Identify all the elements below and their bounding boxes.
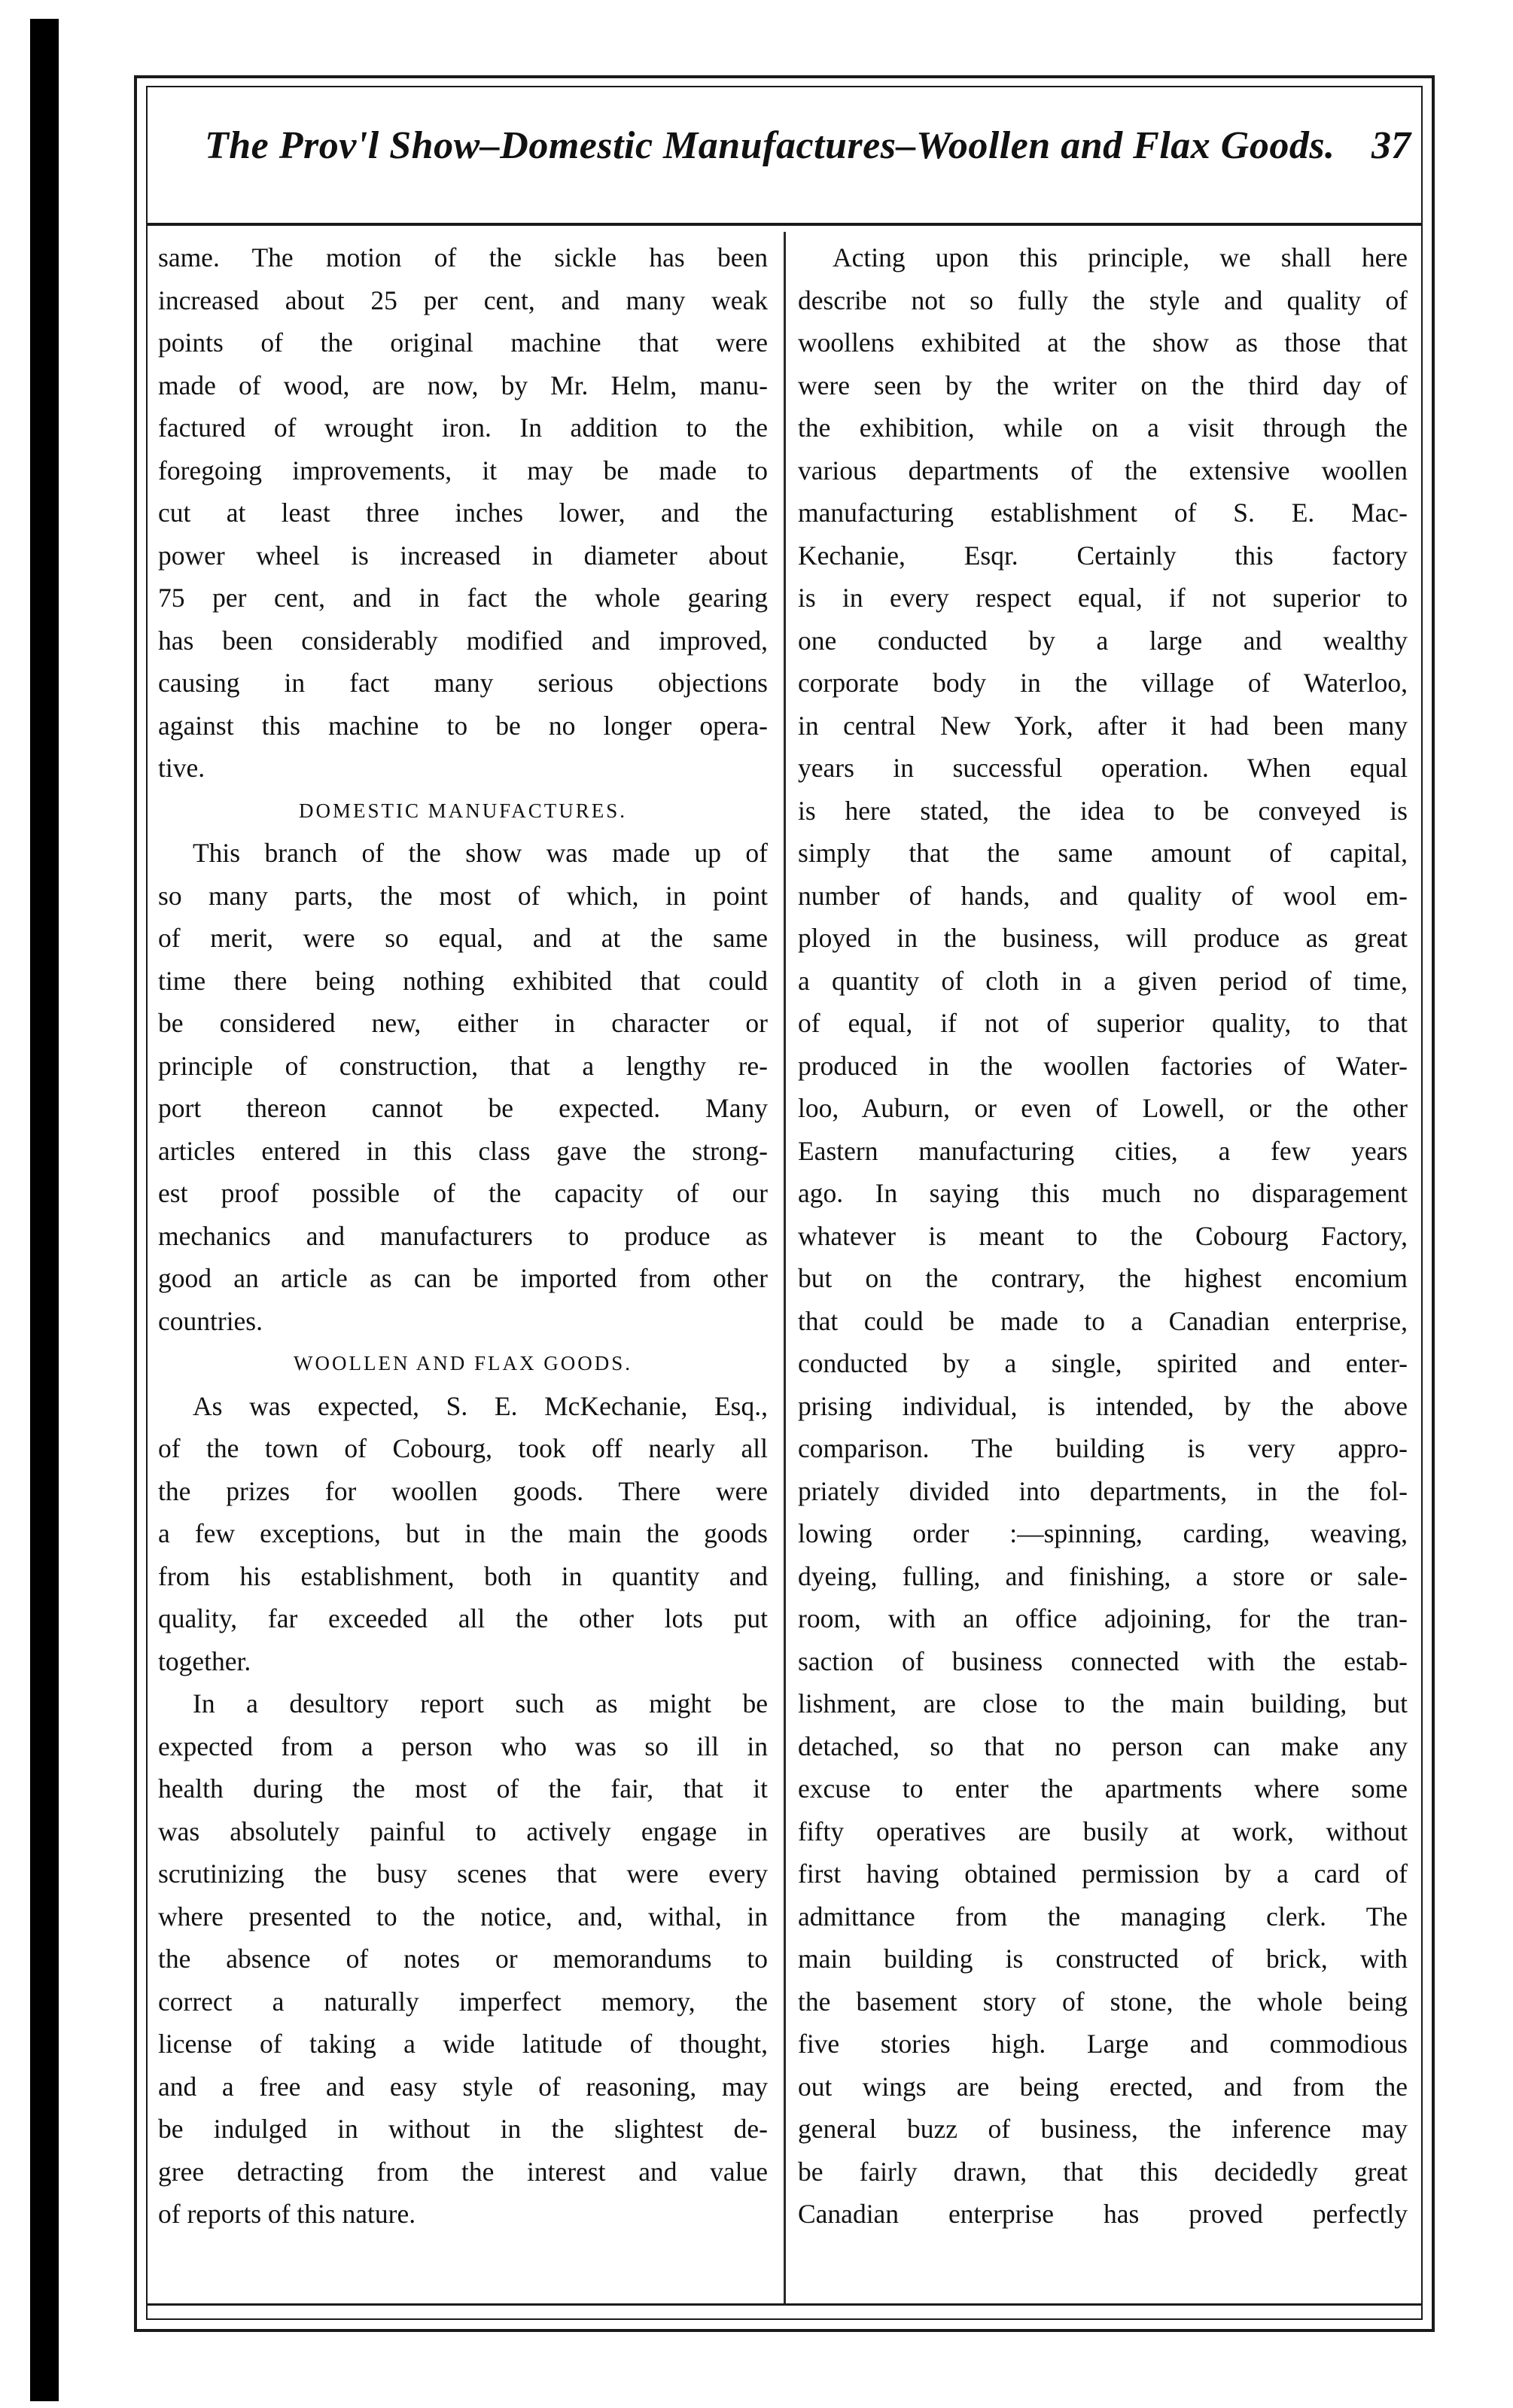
text-line: from his establishment, both in quantity and <box>158 1560 768 1591</box>
text-line: was absolutely painful to actively engage in <box>158 1816 768 1846</box>
text-line: describe not so fully the style and quality of <box>798 285 1408 315</box>
text-line: saction of business connected with the estab- <box>798 1645 1408 1676</box>
text-line: is here stated, the idea to be conveyed is <box>798 795 1408 826</box>
text-line: the prizes for woollen goods. There were <box>158 1475 768 1506</box>
text-line: general buzz of business, the inference may <box>798 2114 1408 2144</box>
left-para-3 <box>158 1385 768 1683</box>
text-line: points of the original machine that were <box>158 327 768 358</box>
text-line: lowing order :—spinning, carding, weaving, <box>798 1518 1408 1548</box>
text-line: same. The motion of the sickle has been <box>158 242 768 272</box>
text-line: of merit, were so equal, and at the same <box>158 923 768 953</box>
text-line: dyeing, fulling, and finishing, a store or sale- <box>798 1560 1408 1591</box>
text-line: port thereon cannot be expected. Many <box>158 1093 768 1123</box>
column-divider <box>784 232 786 2303</box>
header-rule <box>148 223 1423 226</box>
text-line: has been considerably modified and improved, <box>158 625 768 656</box>
text-line: conducted by a single, spirited and enter- <box>798 1348 1408 1378</box>
binding-edge <box>30 19 59 2401</box>
text-line: In a desultory report such as might be <box>193 1688 768 1718</box>
text-line: admittance from the managing clerk. The <box>798 1901 1408 1932</box>
footer-rule <box>148 2303 1423 2306</box>
text-line: five stories high. Large and commodious <box>798 2029 1408 2059</box>
text-line: This branch of the show was made up of <box>193 838 768 868</box>
text-line: tive. <box>158 753 205 783</box>
text-line: time there being nothing exhibited that could <box>158 965 768 996</box>
text-line: priately divided into departments, in the fol- <box>798 1475 1408 1506</box>
text-line: room, with an office adjoining, for the tran- <box>798 1603 1408 1633</box>
text-line: comparison. The building is very appro- <box>798 1433 1408 1463</box>
text-line: number of hands, and quality of wool em- <box>798 880 1408 911</box>
left-para-1 <box>158 236 768 790</box>
text-line: various departments of the extensive woollen <box>798 455 1408 486</box>
text-line: of the town of Cobourg, took off nearly all <box>158 1433 768 1463</box>
text-line: prising individual, is intended, by the above <box>798 1390 1408 1421</box>
text-line: the basement story of stone, the whole being <box>798 1986 1408 2017</box>
section-heading-domestic-manufactures: DOMESTIC MANUFACTURES. <box>298 799 628 822</box>
text-line: is in every respect equal, if not superior to <box>798 583 1408 613</box>
text-line: in central New York, after it had been many <box>798 710 1408 741</box>
text-line: made of wood, are now, by Mr. Helm, manu- <box>158 370 768 400</box>
text-line: Canadian enterprise has proved perfectly <box>798 2199 1408 2229</box>
text-line: excuse to enter the apartments where some <box>798 1773 1408 1804</box>
text-line: one conducted by a large and wealthy <box>798 625 1408 656</box>
text-line: mechanics and manufacturers to produce as <box>158 1220 768 1251</box>
text-line: increased about 25 per cent, and many weak <box>158 285 768 315</box>
text-line: simply that the same amount of capital, <box>798 838 1408 868</box>
text-line: gree detracting from the interest and value <box>158 2156 768 2187</box>
text-line: be fairly drawn, that this decidedly great <box>798 2156 1408 2187</box>
text-line: together. <box>158 1645 251 1676</box>
left-para-4 <box>158 1682 768 2236</box>
text-line: good an article as can be imported from other <box>158 1263 768 1293</box>
text-line: against this machine to be no longer opera- <box>158 710 768 741</box>
text-line: foregoing improvements, it may be made to <box>158 455 768 486</box>
text-line: lishment, are close to the main building, but <box>798 1688 1408 1718</box>
right-column <box>798 236 1408 2236</box>
text-line: cut at least three inches lower, and the <box>158 498 768 528</box>
text-line: principle of construction, that a lengthy re- <box>158 1050 768 1081</box>
text-line: license of taking a wide latitude of thought, <box>158 2029 768 2059</box>
text-line: first having obtained permission by a card of <box>798 1859 1408 1889</box>
text-line: corporate body in the village of Waterloo, <box>798 668 1408 698</box>
text-line: fifty operatives are busily at work, without <box>798 1816 1408 1846</box>
text-line: Kechanie, Esqr. Certainly this factory <box>798 540 1408 571</box>
text-line: health during the most of the fair, that it <box>158 1773 768 1804</box>
text-line: but on the contrary, the highest encomium <box>798 1263 1408 1293</box>
text-line: the absence of notes or memorandums to <box>158 1944 768 1974</box>
text-line: Eastern manufacturing cities, a few years <box>798 1135 1408 1166</box>
text-line: a few exceptions, but in the main the goods <box>158 1518 768 1548</box>
text-line: whatever is meant to the Cobourg Factory, <box>798 1220 1408 1251</box>
text-line: the exhibition, while on a visit through the <box>798 412 1408 443</box>
text-line: est proof possible of the capacity of our <box>158 1178 768 1208</box>
text-line: that could be made to a Canadian enterprise, <box>798 1305 1408 1336</box>
text-line: woollens exhibited at the show as those that <box>798 327 1408 358</box>
text-line: factured of wrought iron. In addition to the <box>158 412 768 443</box>
text-line: produced in the woollen factories of Water- <box>798 1050 1408 1081</box>
text-line: so many parts, the most of which, in point <box>158 880 768 911</box>
text-line: ago. In saying this much no disparagement <box>798 1178 1408 1208</box>
text-line: quality, far exceeded all the other lots put <box>158 1603 768 1633</box>
text-line: of equal, if not of superior quality, to that <box>798 1008 1408 1038</box>
left-para-2 <box>158 832 768 1342</box>
text-line: power wheel is increased in diameter about <box>158 540 768 571</box>
text-line: years in successful operation. When equal <box>798 753 1408 783</box>
text-line: main building is constructed of brick, with <box>798 1944 1408 1974</box>
text-line: were seen by the writer on the third day of <box>798 370 1408 400</box>
text-line: be considered new, either in character or <box>158 1008 768 1038</box>
text-line: and a free and easy style of reasoning, may <box>158 2071 768 2102</box>
text-line: causing in fact many serious objections <box>158 668 768 698</box>
running-header <box>158 113 1423 203</box>
page-number: 37 <box>1371 124 1411 167</box>
text-line: As was expected, S. E. McKechanie, Esq., <box>193 1390 768 1421</box>
text-line: manufacturing establishment of S. E. Mac- <box>798 498 1408 528</box>
header-title: The Prov'l Show–Domestic Manufactures–Woollen and Flax Goods. <box>205 124 1335 167</box>
text-line: detached, so that no person can make any <box>798 1731 1408 1761</box>
left-column <box>158 236 768 2236</box>
text-line: ployed in the business, will produce as great <box>798 923 1408 953</box>
text-line: scrutinizing the busy scenes that were every <box>158 1859 768 1889</box>
text-line: where presented to the notice, and, withal, in <box>158 1901 768 1932</box>
text-line: expected from a person who was so ill in <box>158 1731 768 1761</box>
text-line: articles entered in this class gave the strong- <box>158 1135 768 1166</box>
text-line: loo, Auburn, or even of Lowell, or the other <box>798 1093 1408 1123</box>
text-line: of reports of this nature. <box>158 2199 416 2229</box>
text-line: Acting upon this principle, we shall here <box>833 242 1408 272</box>
section-heading-woollen-flax-goods: WOOLLEN AND FLAX GOODS. <box>294 1352 632 1374</box>
text-line: 75 per cent, and in fact the whole gearing <box>158 583 768 613</box>
right-para-1 <box>798 236 1408 2236</box>
text-line: countries. <box>158 1305 263 1336</box>
text-line: be indulged in without in the slightest de- <box>158 2114 768 2144</box>
text-line: a quantity of cloth in a given period of time, <box>798 965 1408 996</box>
text-line: correct a naturally imperfect memory, the <box>158 1986 768 2017</box>
text-line: out wings are being erected, and from the <box>798 2071 1408 2102</box>
